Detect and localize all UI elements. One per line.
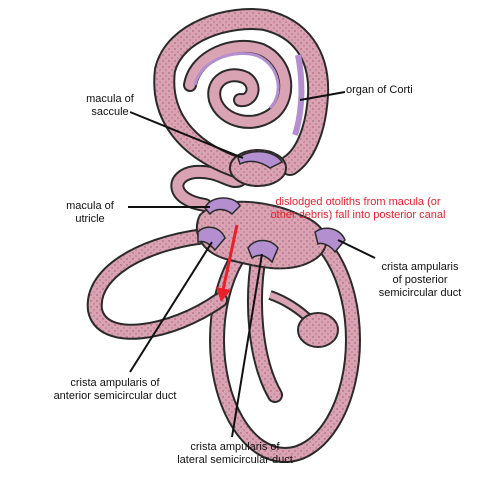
label-crista-lateral: [160, 441, 310, 467]
label-organ-of-corti-text: organ of Corti: [346, 84, 413, 96]
label-otolith-note: [248, 196, 468, 222]
organ-of-corti-strip: [295, 55, 301, 135]
label-crista-posterior-line1: crista ampularis: [381, 261, 459, 273]
label-crista-anterior: [20, 377, 210, 403]
label-macula-of-saccule: [70, 93, 150, 119]
label-crista-lateral-line2: lateral semicircular duct: [177, 454, 293, 466]
label-macula-of-utricle-line2: utricle: [75, 213, 105, 225]
endolymphatic-sac: [270, 295, 338, 347]
label-otolith-note-line2: other debris) fall into posterior canal: [270, 209, 446, 221]
label-macula-of-utricle-line1: macula of: [66, 200, 114, 212]
label-macula-of-saccule-line1: macula of: [86, 93, 134, 105]
label-crista-anterior-line2: anterior semicircular duct: [53, 390, 177, 402]
label-macula-of-saccule-line2: saccule: [91, 106, 129, 118]
label-crista-posterior-line2: of posterior: [392, 274, 448, 286]
cochlear-duct: [164, 19, 318, 170]
label-crista-posterior: [368, 261, 472, 300]
lateral-semicircular-duct: [255, 250, 275, 395]
leader-crista-posterior: [338, 240, 375, 258]
label-macula-of-utricle: [52, 200, 128, 226]
label-crista-posterior-line3: semicircular duct: [378, 287, 462, 299]
label-organ-of-corti: [346, 84, 413, 97]
label-crista-anterior-line1: crista ampularis of: [70, 377, 160, 389]
label-crista-lateral-line1: crista ampularis of: [190, 441, 280, 453]
anterior-semicircular-duct: [95, 235, 220, 332]
label-otolith-note-line1: dislodged otoliths from macula (or: [275, 196, 441, 208]
